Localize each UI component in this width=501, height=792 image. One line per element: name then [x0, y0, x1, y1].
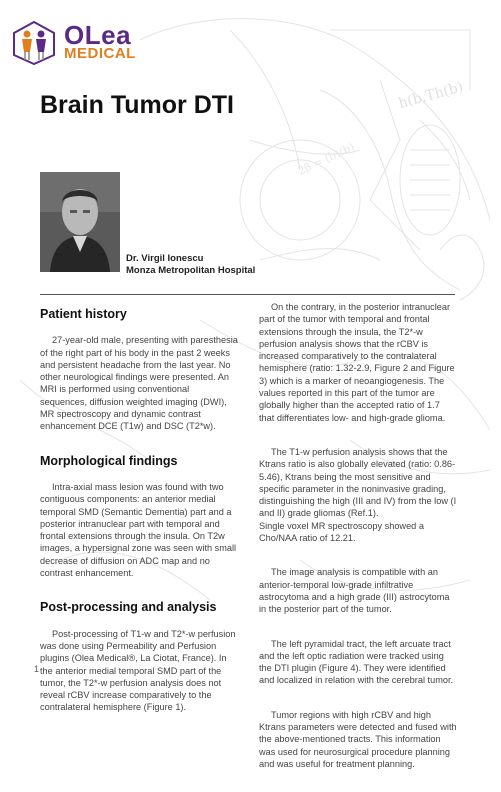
- section-patient-history: [40, 308, 238, 433]
- body-paragraph: On the contrary, in the posterior intranuclear part of the tumor with temporal and frontal extensions through the insula, the T2*-w perfusion analysis shows that the rCBV is increased comparatively to the contralateral hemisphere (ratio: 1.32-2.9, Figure 2 and Figure 3) which is a marker of neoangiogenesis. The values reported in this part of the tumor are globally higher than the accepted ratio of 1.7 that differentiates low- and high-grade glioma.: [259, 302, 455, 423]
- logo-subtitle: MEDICAL: [64, 45, 136, 62]
- body-paragraph: The image analysis is compatible with an anterior-temporal low-grade infiltrative astrocytoma and a high grade (III) astrocytoma in the posterior part of the tumor.: [259, 567, 450, 615]
- body-paragraph: The T1-w perfusion analysis shows that the Ktrans ratio is also globally elevated (ratio: 0.86-5.46), Ktrans being the most sensitive and specific parameter in the noninvasive grading, distinguishing the high (III and IV) from the low (I and II) grade gliomas (Ref.1).: [259, 446, 457, 519]
- section-paragraph: 27-year-old male, presenting with paresthesia of the right part of his body in the past 2 weeks and persistent headache from the last year. No other neurological findings were presented. An MRI is performed using conventional sequences, diffusion weighted imaging (DWI), MR spectroscopy and dynamic contrast enhancement DCE (T1w) and DSC (T2*w).: [40, 335, 238, 432]
- svg-text:h(b,Th(b): h(b,Th(b): [396, 79, 465, 112]
- section-morphological-findings: [40, 455, 238, 580]
- author-photo: [40, 172, 120, 272]
- body-paragraph: Tumor regions with high rCBV and high Ktrans parameters were detected and fused with the above-mentioned tracts. This information was used for neurosurgical procedure planning and was useful for treatment planning.: [259, 709, 457, 769]
- section-paragraph: Post-processing of T1-w and T2*-w perfusion was done using Permeability and Perfusion plugins (Olea Medical®, La Ciotat, France). In the anterior medial temporal SMD part of the tumor, the T2*-w perfusion analysis does not reveal rCBV increase comparatively to the contralateral hemisphere (Figure 1).: [40, 628, 236, 713]
- page-title: Brain Tumor DTI: [40, 91, 234, 119]
- right-column: [259, 301, 457, 792]
- left-column: [40, 308, 238, 736]
- page-number: 1: [34, 664, 40, 674]
- section-heading: Post-processing and analysis: [40, 600, 217, 615]
- section-paragraph: Intra-axial mass lesion was found with two contiguous components: an anterior medial temporal SMD (Semantic Dementia) part and a posterior intranuclear part with temporal and frontal extensions through the insula. On T2w images, a hypersignal zone was seen with small decrease of diffusion on ADC map and no contrast enhancement.: [40, 481, 237, 579]
- body-paragraph: The left pyramidal tract, the left arcuate tract and the left optic radiation were tracked using the DTI plugin (Figure 4). They were identified and localized in relation with the cerebral tumor.: [259, 638, 454, 686]
- logo-wordmark: OLea: [64, 20, 132, 50]
- section-heading: Patient history: [40, 307, 127, 321]
- author-affiliation: Monza Metropolitan Hospital: [126, 265, 256, 276]
- author-name: Dr. Virgil Ionescu: [126, 253, 204, 264]
- body-paragraph: Single voxel MR spectroscopy showed a Cho/NAA ratio of 12.21.: [259, 520, 424, 544]
- header-divider: [40, 294, 455, 295]
- author-block: [126, 253, 255, 277]
- section-post-processing: [40, 601, 238, 713]
- logo-figures-icon: [10, 20, 58, 65]
- section-heading: Morphological findings: [40, 453, 178, 468]
- svg-text:2β = (b)(b): 2β = (b)(b): [295, 140, 357, 178]
